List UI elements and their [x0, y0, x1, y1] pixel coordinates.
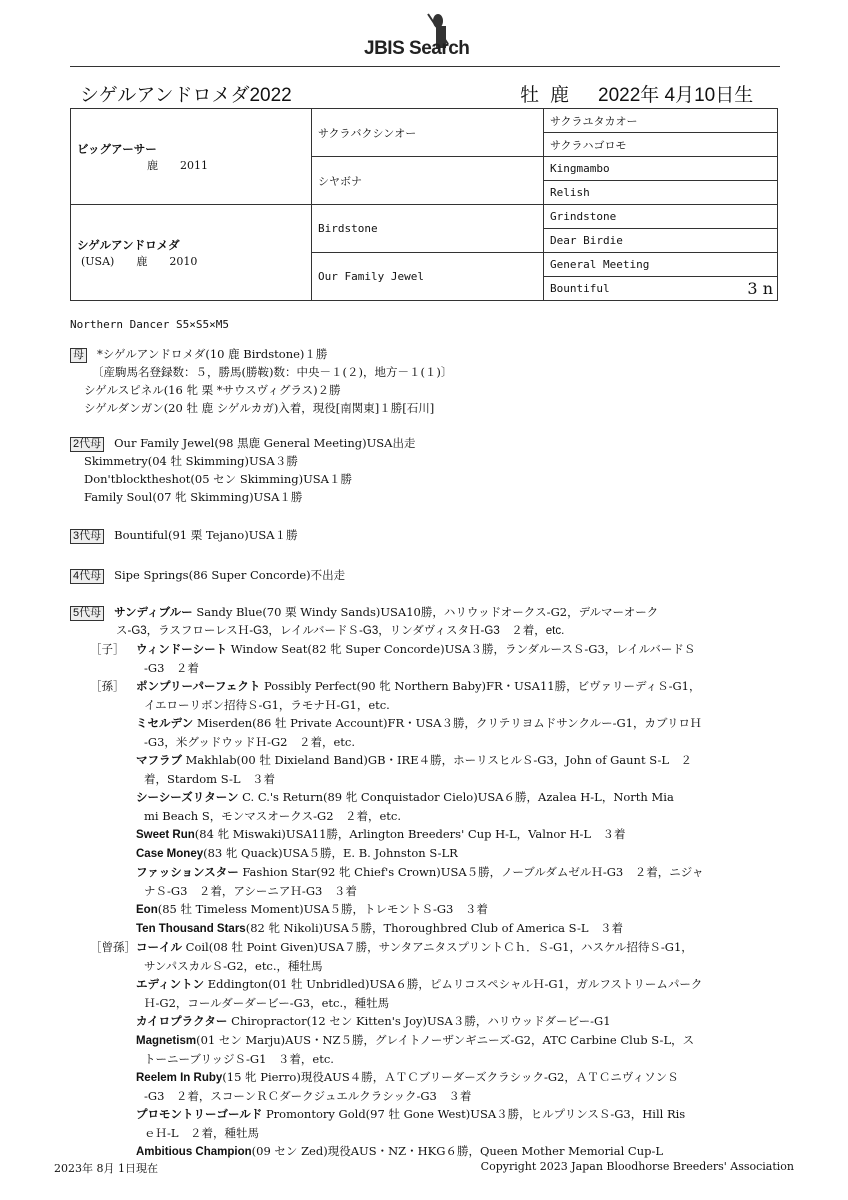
dss: Grindstone — [544, 205, 778, 229]
footer-copyright: Copyright 2023 Japan Bloodhorse Breeders' Association — [480, 1160, 794, 1173]
sire-sire: サクラバクシンオー — [312, 109, 544, 157]
dam-cell — [71, 205, 312, 301]
sire-info: 鹿 2011 — [147, 158, 208, 172]
entry-line: (09 セン Zed)現役AUS・NZ・HKG６勝，Queen Mother Memorial Cup-L — [251, 1144, 664, 1158]
title-row — [80, 80, 760, 106]
dam4-line: Sipe Springs(86 Super Concorde)不出走 — [114, 568, 346, 582]
entry-name: Ten Thousand Stars — [136, 923, 246, 935]
entry-line2: ｅＨ-L ２着，種牡馬 — [144, 1126, 260, 1140]
dam5-line2: ス-G3，ラスフローレスＨ-G3，レイルバードＳ-G3，リンダヴィスタＨ-G3 ２着，etc. — [116, 625, 565, 637]
dam5-tag: 5代母 — [70, 606, 104, 621]
dam-info: (USA) 鹿 2010 — [81, 254, 198, 268]
entry-line2: -G3，米グッドウッドＨ-G2 ２着，etc. — [144, 735, 355, 749]
entry-name: Ambitious Champion — [136, 1146, 252, 1158]
entry-line: Window Seat(82 牝 Super Concorde)USA３勝，ランダルースＳ-G3，レイルバードＳ — [230, 642, 696, 656]
dam5-line1: Sandy Blue(70 栗 Windy Sands)USA10勝，ハリウッドオークス-G2，デルマーオーク — [196, 605, 659, 619]
dam2-foal-3: Family Soul(07 牝 Skimming)USA１勝 — [84, 490, 303, 504]
grand-label: ［孫］ — [90, 679, 125, 693]
sire-name: ビッグアーサー — [77, 143, 157, 156]
dam1-tag: 母 — [70, 348, 87, 363]
ddd-cell — [544, 277, 778, 301]
dam1-foal-1: シゲルスピネル(16 牝 栗 *サウスヴィグラス)２勝 — [84, 383, 341, 397]
entry-line: Makhlab(00 牡 Dixieland Band)GB・IRE４勝，ホーリスヒルＳ-G3，John of Gaunt S-L ２ — [185, 753, 693, 767]
dam3-line: Bountiful(91 栗 Tejano)USA１勝 — [114, 528, 298, 542]
dam1-foal-2: シゲルダンガン(20 牡 鹿 シゲルカガ)入着，現役[南関東]１勝[石川] — [84, 401, 435, 415]
entry-line: Miserden(86 牡 Private Account)FR・USA３勝，クリテリヨムドサンクルー-G1，カブリロＨ — [196, 716, 702, 730]
family-number: 3 n — [747, 279, 773, 298]
horse-sex: 牡 — [520, 85, 540, 106]
dam3-tag: 3代母 — [70, 529, 104, 544]
dam2-tag: 2代母 — [70, 437, 104, 452]
dam5-section — [70, 603, 790, 1161]
sdd: Relish — [544, 181, 778, 205]
dam5-name: サンディブルー — [114, 607, 193, 619]
dam1-line: *シゲルアンドロメダ(10 鹿 Birdstone)１勝 — [97, 347, 328, 361]
entry-name: Eon — [136, 904, 158, 916]
dam2-foal-1: Skimmetry(04 牡 Skimming)USA３勝 — [84, 454, 298, 468]
entry-name: Sweet Run — [136, 829, 195, 841]
entry-name: コーイル — [136, 942, 182, 954]
entry-line2: mi Beach S，モンマスオークス-G2 ２着，etc. — [144, 809, 402, 823]
sss: サクラユタカオー — [544, 109, 778, 133]
entry-name: ポンプリーパーフェクト — [136, 681, 261, 693]
entry-line2: サンパスカルＳ-G2，etc.，種牡馬 — [144, 959, 323, 973]
entry-line2: 着，Stardom S-L ３着 — [144, 772, 276, 786]
entry-line: Chiropractor(12 セン Kitten's Joy)USA３勝，ハリウッドダービー-G1 — [231, 1014, 611, 1028]
entry-name: Reelem In Ruby — [136, 1072, 223, 1084]
entry-line: Possibly Perfect(90 牝 Northern Baby)FR・USA11勝，ビヴァリーディＳ-G1， — [263, 679, 701, 693]
dam1-section — [70, 345, 790, 417]
entry-name: Magnetism — [136, 1035, 197, 1047]
horse-birthdate: 2022年 4月10日生 — [598, 85, 754, 106]
dam-dam: Our Family Jewel — [312, 253, 544, 301]
entry-line: Fashion Star(92 牝 Chief's Crown)USA５勝，ノーブルダムゼルＨ-G3 ２着，ニジャ — [242, 865, 704, 879]
entry-name: Case Money — [136, 848, 204, 860]
dsd: Dear Birdie — [544, 229, 778, 253]
child-label: ［子］ — [90, 642, 125, 656]
entry-line: (82 牝 Nikoli)USA５勝，Thoroughbred Club of America S-L ３着 — [245, 921, 623, 935]
entry-line: (83 牝 Quack)USA５勝，E. B. Johnston S-LR — [203, 846, 458, 860]
entry-line2: トーニーブリッジＳ-G1 ３着，etc. — [144, 1052, 334, 1066]
sire-cell — [71, 109, 312, 205]
horse-name: シゲルアンドロメダ2022 — [80, 85, 292, 106]
entry-name: ミセルデン — [136, 718, 194, 730]
entry-name: マフラブ — [136, 755, 182, 767]
dam4-tag: 4代母 — [70, 569, 104, 584]
entry-name: シーシーズリターン — [136, 792, 239, 804]
footer-date: 2023年 8月 1日現在 — [54, 1162, 158, 1175]
entry-name: ウィンドーシート — [136, 644, 228, 656]
dam2-foal-2: Don'tblocktheshot(05 セン Skimming)USA１勝 — [84, 472, 352, 486]
entry-name: エディントン — [136, 979, 205, 991]
entry-line: (01 セン Marju)AUS・NZ５勝，グレイトノーザンギニーズ-G2，ATC Carbine Club S-L，ス — [196, 1033, 695, 1047]
pedigree-table — [70, 108, 778, 301]
entry-line2: -G3 ２着 — [144, 661, 199, 675]
sds: Kingmambo — [544, 157, 778, 181]
jbis-logo — [364, 20, 504, 60]
entry-line: Eddington(01 牡 Unbridled)USA６勝，ピムリコスペシャルＨ-G1，ガルフストリームパーク — [207, 977, 703, 991]
entry-line: (85 牡 Timeless Moment)USA５勝，トレモントＳ-G3 ３着 — [157, 902, 488, 916]
dam-name: シゲルアンドロメダ — [77, 239, 180, 252]
inbreeding-cross: Northern Dancer S5×S5×M5 — [70, 318, 229, 331]
entry-line2: -G3 ２着，スコーンＲＣダークジュエルクラシック-G3 ３着 — [144, 1089, 472, 1103]
ssd: サクラハゴロモ — [544, 133, 778, 157]
dam3-section — [70, 526, 790, 544]
horse-color: 鹿 — [550, 85, 570, 106]
sire-dam: シヤボナ — [312, 157, 544, 205]
entry-line: (84 牝 Miswaki)USA11勝，Arlington Breeders' Cup H-L，Valnor H-L ３着 — [194, 827, 626, 841]
dam-sire: Birdstone — [312, 205, 544, 253]
dam2-section — [70, 434, 790, 506]
entry-line2: Ｈ-G2，コールダーダービー-G3，etc.，種牡馬 — [144, 996, 390, 1010]
entry-line: Promontory Gold(97 牡 Gone West)USA３勝，ヒルプリンスＳ-G3，Hill Ris — [265, 1107, 686, 1121]
entry-line2: ナＳ-G3 ２着，アシーニアＨ-G3 ３着 — [144, 884, 357, 898]
entry-line: (15 牝 Pierro)現役AUS４勝，ＡＴＣブリーダーズクラシック-G2，ＡＴＣニヴィソンＳ — [222, 1070, 679, 1084]
entry-line2: イエローリボン招待Ｓ-G1，ラモナＨ-G1，etc. — [144, 698, 390, 712]
dam4-section — [70, 566, 790, 584]
ddd: Bountiful — [550, 282, 610, 295]
great-grand-label: ［曾孫］ — [90, 940, 136, 954]
entry-line: Coil(08 牡 Point Given)USA７勝，サンタアニタスプリントＣｈ．Ｓ-G1，ハスケル招待Ｓ-G1， — [185, 940, 693, 954]
entry-line: C. C.'s Return(89 牝 Conquistador Cielo)USA６勝，Azalea H-L，North Mia — [242, 790, 674, 804]
dam2-line: Our Family Jewel(98 黒鹿 General Meeting)USA出走 — [114, 436, 416, 450]
logo-text: JBIS Search — [364, 38, 470, 59]
entry-name: プロモントリーゴールド — [136, 1109, 263, 1121]
entry-name: カイロプラクター — [136, 1016, 228, 1028]
entry-name: ファッションスター — [136, 867, 239, 879]
header-rule — [70, 66, 780, 67]
dam1-stats: 〔産駒馬名登録数：５，勝馬(勝鞍)数：中央－１(２)，地方－１(１)〕 — [92, 365, 453, 379]
dds: General Meeting — [544, 253, 778, 277]
